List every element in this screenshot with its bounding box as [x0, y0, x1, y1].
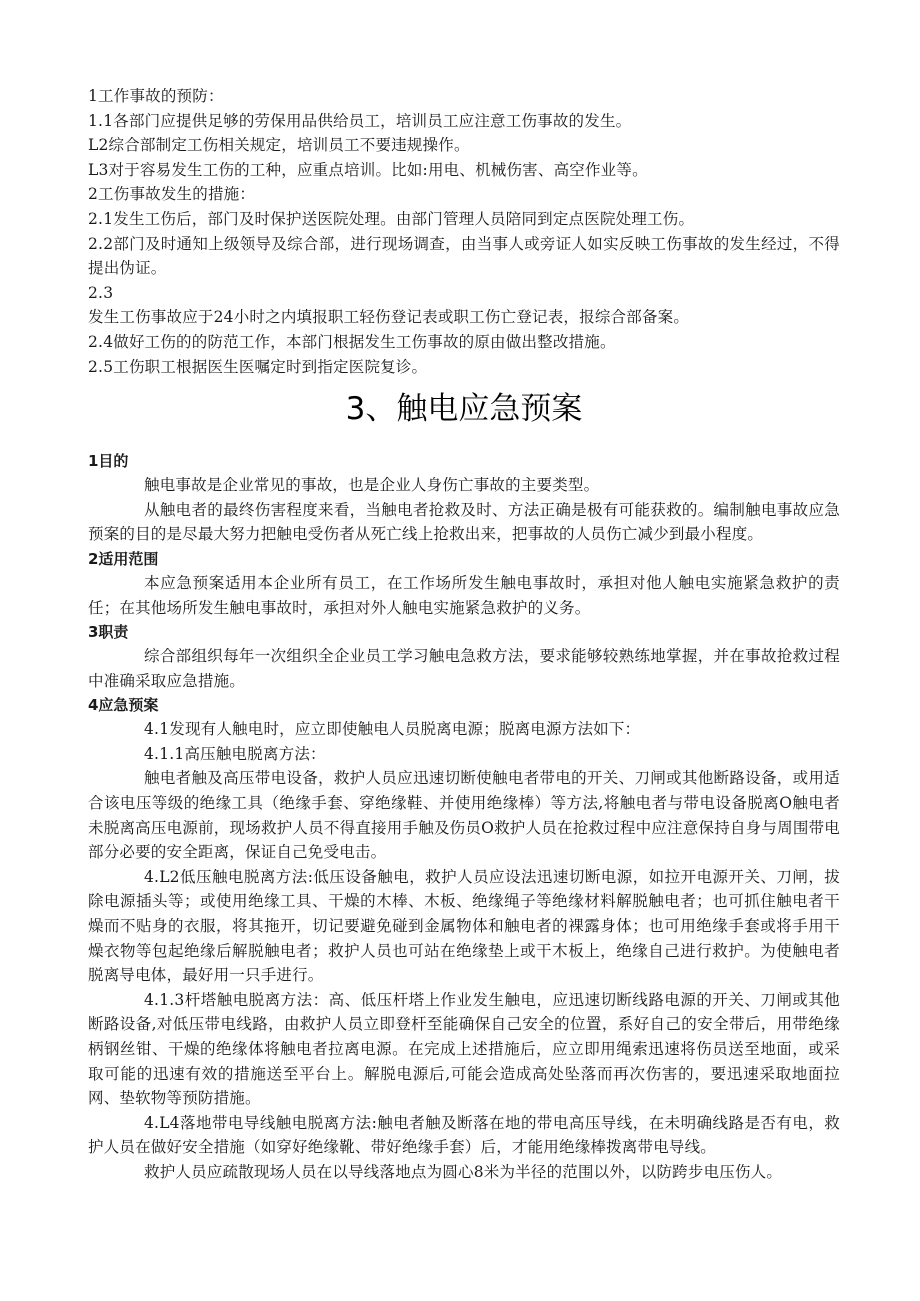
text-paragraph: 本应急预案适用本企业所有员工，在工作场所发生触电事故时，承担对他人触电实施紧急救护的责任；在其他场所发生触电事故时，承担对外人触电实施紧急救护的义务。: [88, 573, 840, 617]
text-line: 1.1各部门应提供足够的劳保用品供给员工，培训员工应注意工伤事故的发生。: [88, 111, 632, 130]
page-title: 3、触电应急预案: [345, 391, 583, 428]
text-line: 2.5工伤职工根据医生医嘱定时到指定医院复诊。: [88, 357, 428, 376]
text-paragraph: 4.L4落地带电导线触电脱离方法:触电者触及断落在地的带电高压导线，在未明确线路是否有电，救护人员在做好安全措施（如穿好绝缘靴、带好绝缘手套）后，才能用绝缘棒拨离带电导线。: [88, 1113, 840, 1157]
duty-section: [88, 620, 840, 693]
section-heading: 2适用范围: [88, 549, 159, 568]
text-paragraph: 触电者触及高压带电设备，救护人员应迅速切断使触电者带电的开关、刀闸或其他断路设备，或用适合该电压等级的绝缘工具（绝缘手套、穿绝缘鞋、并使用绝缘棒）等方法,将触电者与带电设备脱离O触电者未脱离高压电源前，现场救护人员不得直接用手触及伤员O救护人员在抢救过程中应注意保持自身与周围带电部分必要的安全距离，保证自己免受电击。: [88, 769, 840, 862]
scope-section: [88, 547, 840, 620]
purpose-section: [88, 449, 840, 547]
text-paragraph: 救护人员应疏散现场人员在以导线落地点为圆心8米为半径的范围以外，以防跨步电压伤人。: [144, 1162, 783, 1181]
text-paragraph: 综合部组织每年一次组织全企业员工学习触电急救方法，要求能够较熟练地掌握，并在事故抢救过程中准确采取应急措施。: [88, 647, 840, 690]
text-paragraph: 4.1.3杆塔触电脱离方法：高、低压杆塔上作业发生触电，应迅速切断线路电源的开关、刀闸或其他断路设备,对低压带电线路，由救护人员立即登杆至能确保自己安全的位置，系好自己的安全带后，用带绝缘柄钢丝钳、干燥的绝缘体将触电者拉离电源。在完成上述措施后，应立即用绳索迅速将伤员送至地面，或采取可能的迅速有效的措施送至平台上。解脱电源后,可能会造成高处坠落而再次伤害的，要迅速采取地面拉网、垫软物等预防措施。: [88, 990, 840, 1108]
text-line: 1工作事故的预防：: [88, 87, 224, 105]
text-paragraph: 4.L2低压触电脱离方法:低压设备触电，救护人员应设法迅速切断电源，如拉开电源开关、刀闸，拔除电源插头等；或使用绝缘工具、干燥的木棒、木板、绝缘绳子等绝缘材料解脱触电者；也可抓住触电者干燥而不贴身的衣服，将其拖开，切记要避免碰到金属物体和触电者的裸露身体；也可用绝缘手套或将手用干燥衣物等包起绝缘后解脱触电者；救护人员也可站在绝缘垫上或干木板上，绝缘自己进行救护。为使触电者脱离导电体，最好用一只手进行。: [88, 867, 840, 985]
text-paragraph: 触电事故是企业常见的事故，也是企业人身伤亡事故的主要类型。: [144, 476, 600, 495]
text-line: 2.1发生工伤后，部门及时保护送医院处理。由部门管理人员陪同到定点医院处理工伤。: [88, 209, 695, 228]
text-line: 2.3: [88, 283, 114, 302]
text-line: L3对于容易发生工伤的工种，应重点培训。比如:用电、机械伤害、高空作业等。: [88, 160, 648, 179]
emergency-plan-section: [88, 693, 840, 1184]
document-page: [88, 84, 840, 1185]
section-heading: 3职责: [88, 623, 129, 642]
text-line: 2.4做好工伤的的防范工作，本部门根据发生工伤事故的原由做出整改措施。: [88, 332, 616, 351]
text-paragraph: 4.1.1高压触电脱离方法：: [144, 744, 326, 763]
text-paragraph: 4.1发现有人触电时，应立即使触电人员脱离电源；脱离电源方法如下：: [144, 720, 641, 739]
text-line: L2综合部制定工伤相关规定，培训员工不要违规操作。: [88, 136, 470, 155]
section-heading: 4应急预案: [88, 696, 159, 715]
injury-prevention-section: [88, 84, 840, 379]
section-heading: 1目的: [88, 452, 129, 471]
text-line: 发生工伤事故应于24小时之内填报职工轻伤登记表或职工伤亡登记表，报综合部备案。: [88, 308, 690, 327]
text-paragraph: 2.2部门及时通知上级领导及综合部，进行现场调查，由当事人或旁证人如实反映工伤事故的发生经过，不得提出伪证。: [88, 234, 840, 278]
text-paragraph: 从触电者的最终伤害程度来看，当触电者抢救及时、方法正确是极有可能获救的。编制触电事故应急预案的目的是尽最大努力把触电受伤者从死亡线上抢救出来，把事故的人员伤亡减少到最小程度。: [88, 500, 840, 544]
text-line: 2工伤事故发生的措施：: [88, 185, 256, 204]
